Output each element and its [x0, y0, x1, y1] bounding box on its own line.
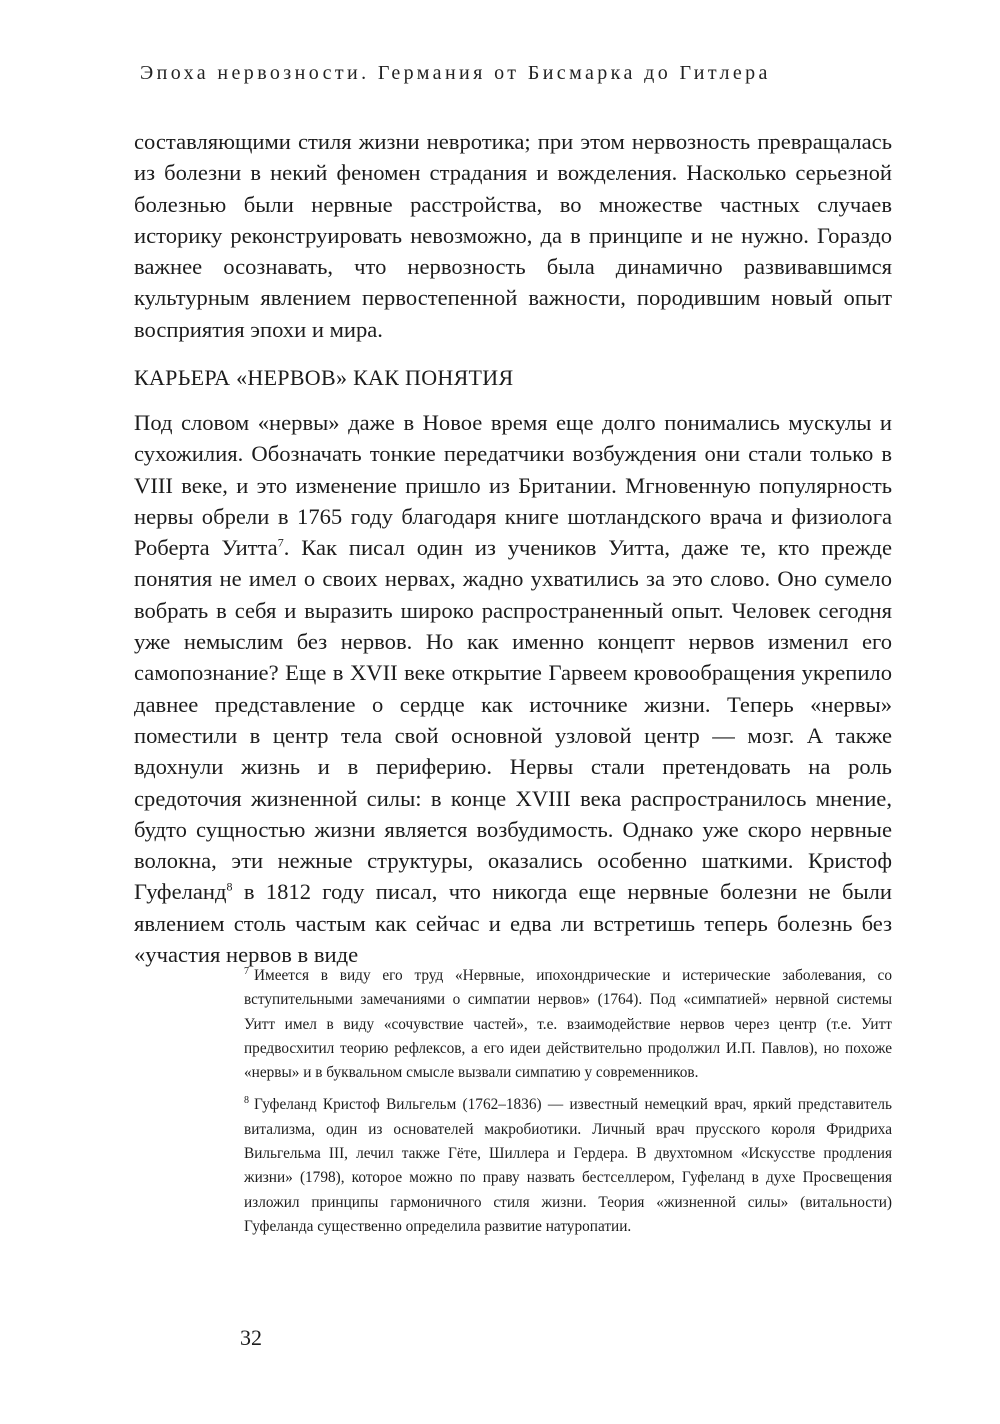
footnotes [244, 964, 892, 1239]
page-number: 32 [240, 1325, 262, 1350]
footnote-7 [244, 964, 892, 1085]
footnote-mark: 8 [244, 1095, 249, 1107]
body-paragraph-1 [134, 126, 892, 345]
paragraph-text-part: . Как писал один из учеников Уитта, даже те, кто прежде понятия не имел о своих нервах, жадно ухватились за это слово. Оно сумело вобрать в себя и выразить широко распространенный опыт. Человек сегодня уже немыслим без нервов. Но как именно концепт нервов изменил его самопознание? Еще в XVII веке открытие Гарвеем кровообращения укрепило давнее представление о сердце как источнике жизни. Теперь «нервы» поместили в центр тела свой основной узловой центр — мозг. А также вдохнули жизнь и в периферию. Нервы стали претендовать на роль средоточия жизненной силы: в конце XVIII века распространилось мнение, будто сущностью жизни является возбудимость. Однако уже скоро нервные волокна, эти нежные структуры, оказались особенно шаткими. Кристоф Гуфеланд [134, 535, 892, 905]
running-head: Эпоха нервозности. Германия от Бисмарка до Гитлера [140, 62, 771, 84]
paragraph-text: составляющими стиля жизни невротика; при этом нервозность превращалась из болезни в некий феномен страдания и вожделения. Насколько серьезной болезнью были нервные расстройства, во множестве частных случаев историку реконструировать невозможно, да в принципе и не нужно. Гораздо важнее осознавать, что нервозность была динамично развивавшимся культурным явлением первостепенной важности, породившим новый опыт восприятия эпохи и мира. [134, 129, 892, 342]
footnote-reference-7[interactable]: 7 [277, 535, 284, 550]
section-heading: КАРЬЕРА «НЕРВОВ» КАК ПОНЯТИЯ [134, 365, 514, 390]
body-paragraph-2 [134, 407, 892, 970]
paragraph-text-part: в 1812 году писал, что никогда еще нервные болезни не были явлением столь частым как сейчас и едва ли встретишь теперь болезнь без «участия нервов в виде [134, 879, 892, 968]
footnote-reference-8[interactable]: 8 [226, 879, 233, 894]
footnote-8 [244, 1093, 892, 1239]
footnote-text: Имеется в виду его труд «Нервные, ипохондрические и истерические заболевания, со вступительными замечаниями о симпатии нервов» (1764). Под «симпатией» нервной системы Уитт имел в виду «сочувствие частей», т.е. взаимодействие нервов через центр (т.е. Уитт предвосхитил теорию рефлексов, а его идеи действительно продолжил И.П. Павлов), но похоже «нервы» и в буквальном смысле вызвали симпатию у современников. [244, 967, 892, 1082]
paragraph-text [134, 407, 892, 970]
footnote-text: Гуфеланд Кристоф Вильгельм (1762–1836) — известный немецкий врач, яркий представитель витализма, один из основателей макробиотики. Личный врач прусского короля Фридриха Вильгельма III, лечил также Гёте, Шиллера и Гердера. В двухтомном «Искусстве продления жизни» (1798), которое можно по праву назвать бестселлером, Гуфеланд в духе Просвещения изложил принципы гармоничного стиля жизни. Теория «жизненной силы» (витальности) Гуфеланда существенно определила развитие натуропатии. [244, 1096, 892, 1235]
paragraph-text-part: Под словом «нервы» даже в Новое время еще долго понимались мускулы и сухожилия. Обозначать тонкие передатчики возбуждения они стали только в VIII веке, и это изменение пришло из Британии. Мгновенную популярность нервы обрели в 1765 году благодаря книге шотландского врача и физиолога Роберта Уитта [134, 410, 892, 561]
footnote-mark: 7 [244, 965, 249, 977]
